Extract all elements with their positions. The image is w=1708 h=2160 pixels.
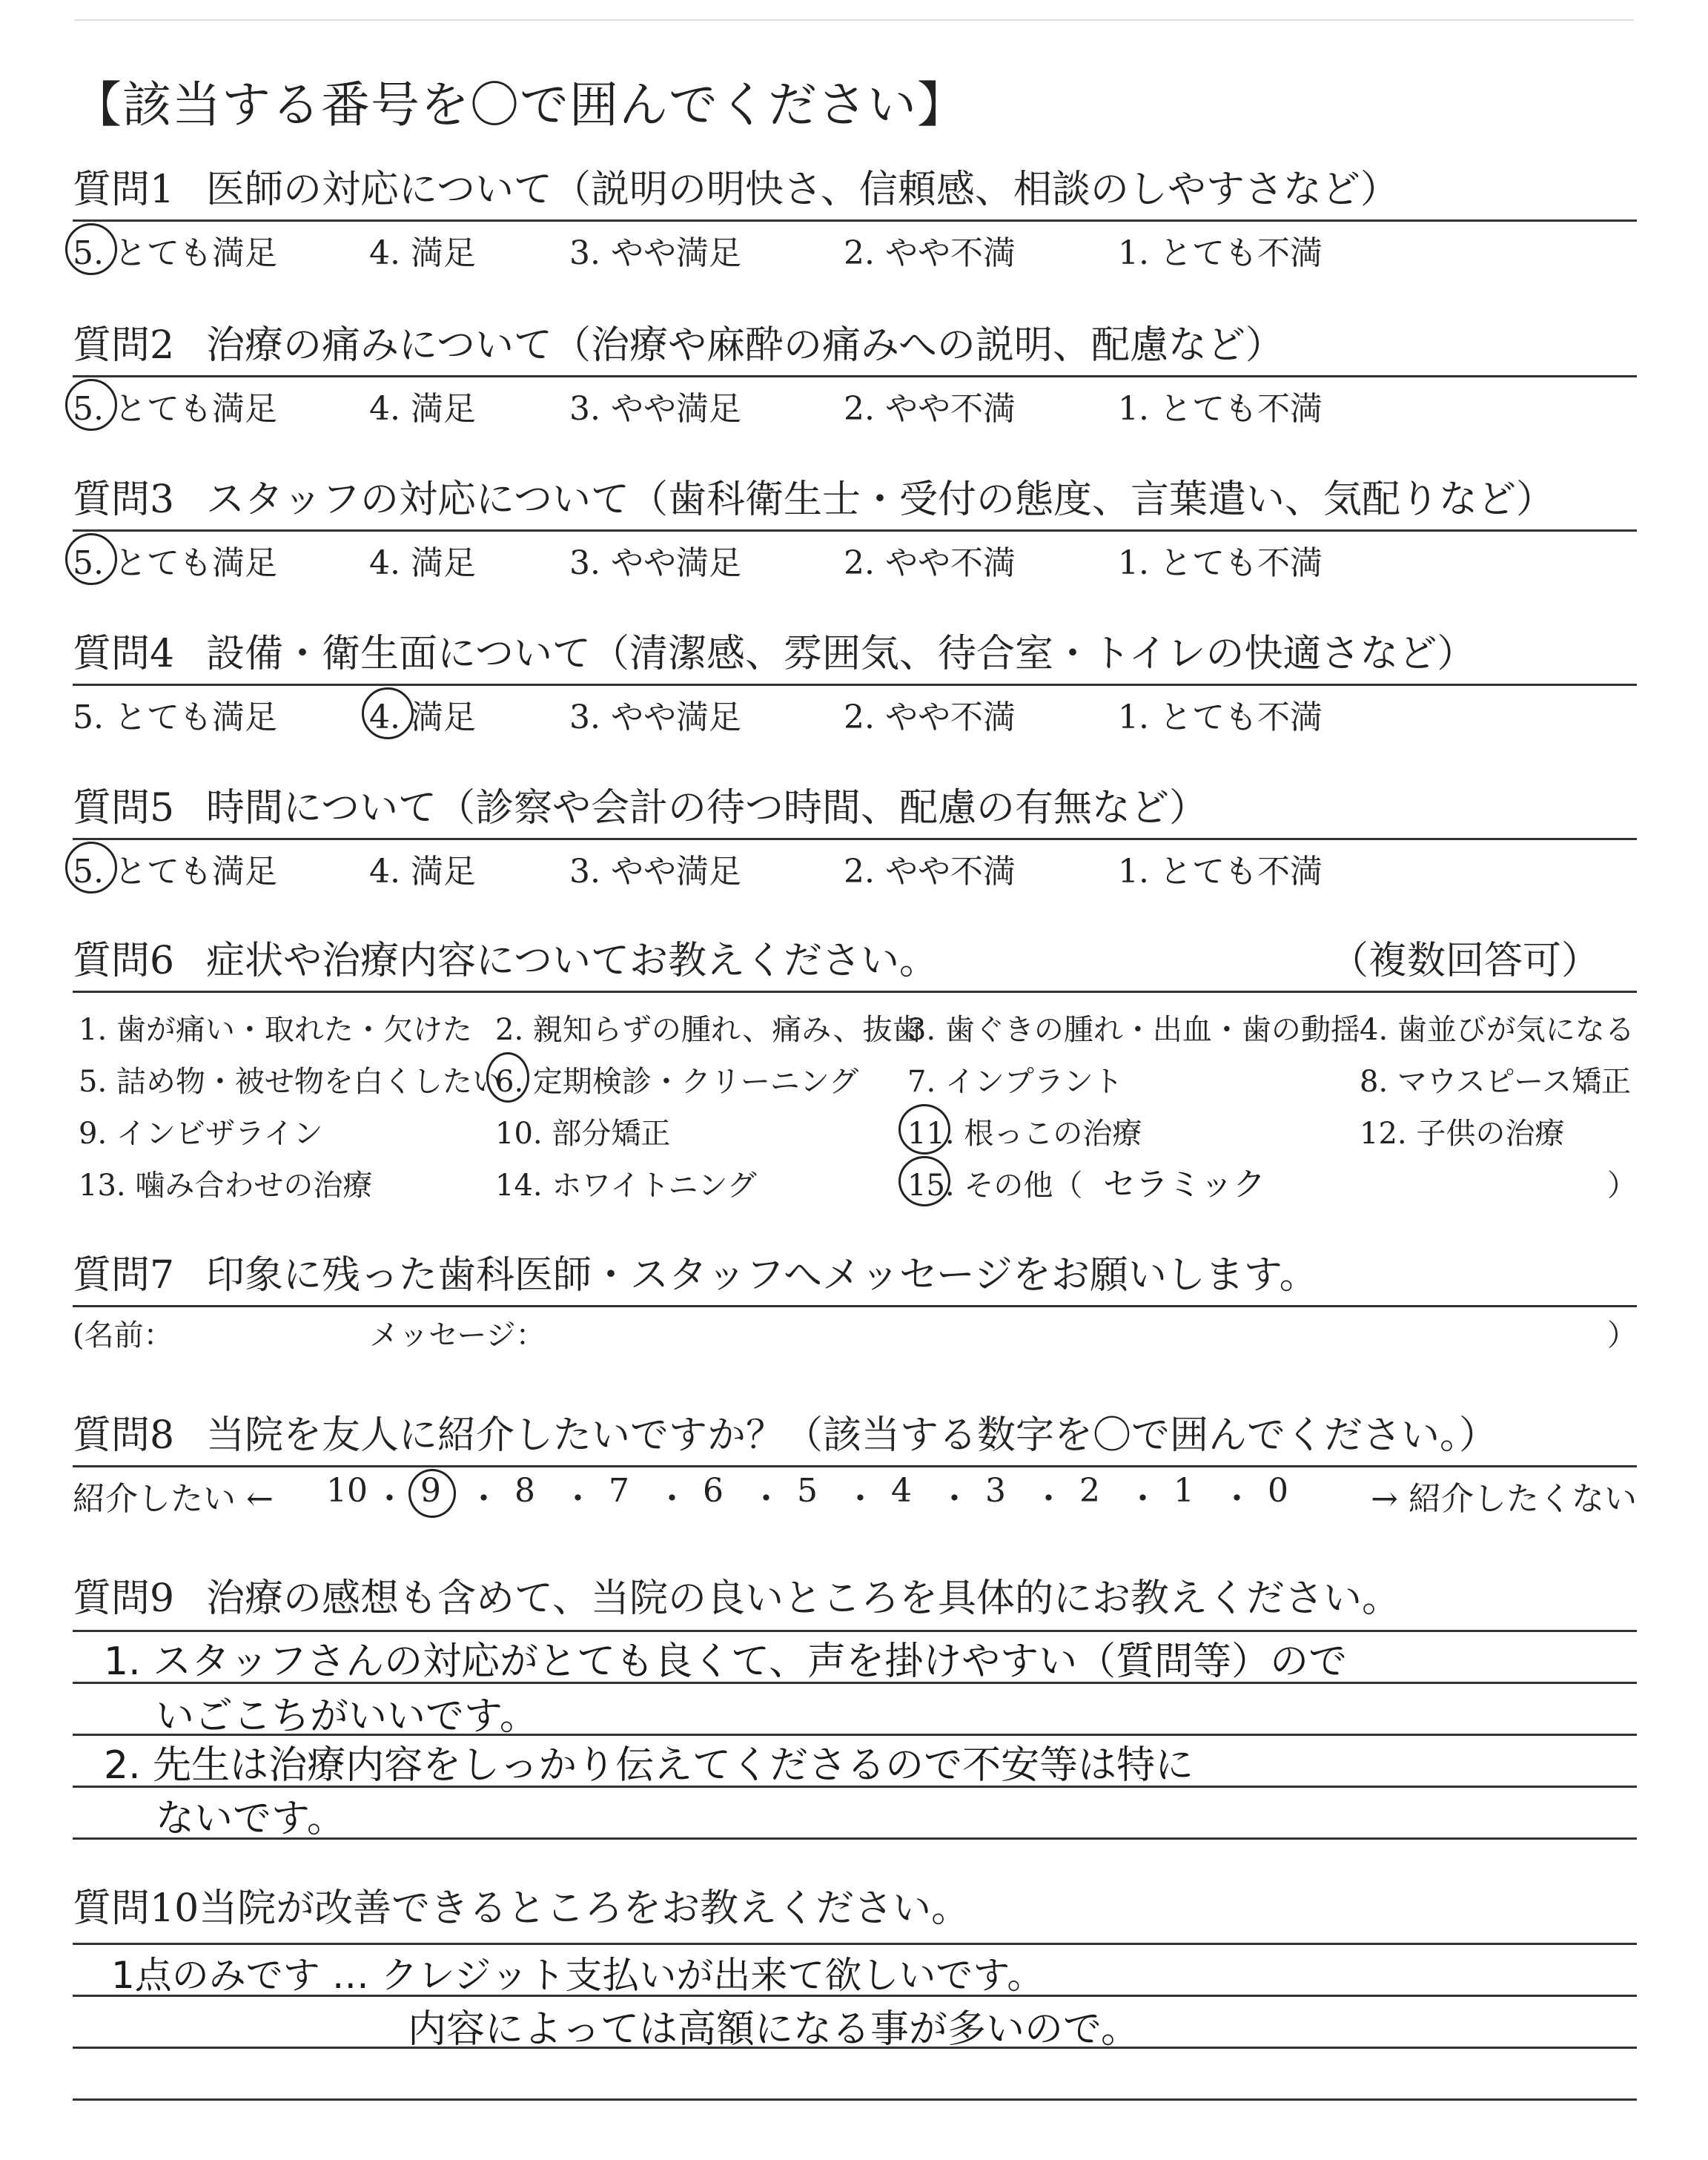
scale-value[interactable]: 8 [514, 1472, 535, 1510]
rating-option[interactable]: 3. やや満足 [569, 390, 741, 428]
scale-separator: ・ [1126, 1480, 1159, 1518]
other-handwritten-text: セラミック [1103, 1166, 1266, 1203]
symptom-option[interactable]: 15. その他（ [907, 1169, 1083, 1203]
question-text: 時間について（診察や会計の待つ時間、配慮の有無など） [206, 786, 1208, 830]
rating-option[interactable]: 2. やや不満 [844, 698, 1016, 736]
symptom-option[interactable]: 9. インビザライン [79, 1117, 323, 1151]
scale-separator: ・ [655, 1480, 689, 1518]
scale-right-label: → 紹介したくない [1371, 1480, 1637, 1518]
scale-value[interactable]: 3 [985, 1472, 1006, 1510]
question-text: 症状や治療内容についてお教えください。 [206, 939, 938, 983]
scale-separator: ・ [844, 1480, 877, 1518]
symptom-option[interactable]: 11. 根っこの治療 [907, 1117, 1142, 1151]
rating-option[interactable]: 5. とても満足 [73, 390, 277, 428]
rating-option[interactable]: 5. とても満足 [73, 853, 277, 891]
scale-value[interactable]: 4 [891, 1472, 912, 1510]
symptom-option[interactable]: 5. 詰め物・被せ物を白くしたい [79, 1065, 502, 1099]
question-text: 治療の痛みについて（治療や麻酔の痛みへの説明、配慮など） [206, 323, 1284, 368]
question-5 [73, 783, 1637, 892]
question-8 [73, 1410, 1637, 1519]
rating-option[interactable]: 5. とても満足 [73, 698, 277, 736]
rating-option[interactable]: 5. とても満足 [73, 544, 277, 582]
scale-separator: ・ [467, 1480, 500, 1518]
question-number: 質問4 [73, 632, 175, 676]
symptom-option[interactable]: 3. 歯ぐきの腫れ・出血・歯の動揺 [907, 1013, 1360, 1047]
question-3 [73, 475, 1637, 584]
symptom-options [73, 993, 1637, 1208]
rating-option[interactable]: 3. やや満足 [569, 234, 741, 272]
question-text: 印象に残った歯科医師・スタッフへメッセージをお願いします。 [206, 1253, 1318, 1298]
selection-circle [898, 1156, 950, 1206]
rating-option[interactable]: 4. 満足 [369, 853, 476, 891]
question-number: 質問1 [73, 168, 175, 212]
scale-value[interactable]: 5 [797, 1472, 818, 1510]
question-text: 当院を友人に紹介したいですか？（該当する数字を〇で囲んでください。） [206, 1413, 1498, 1458]
scale-separator: ・ [1220, 1480, 1254, 1518]
rating-option[interactable]: 2. やや不満 [844, 544, 1016, 582]
question-10 [73, 1883, 1637, 1934]
handwritten-answer: 1. スタッフさんの対応がとても良くて、声を掛けやすい（質問等）ので [104, 1639, 1348, 1684]
answer-rule [73, 1943, 1637, 1945]
rating-option[interactable]: 1. とても不満 [1118, 234, 1323, 272]
question-number: 質問2 [73, 323, 175, 368]
answer-rule [73, 2098, 1637, 2101]
scale-value[interactable]: 10 [326, 1472, 368, 1510]
scale-separator: ・ [938, 1480, 971, 1518]
scale-value[interactable]: 6 [703, 1472, 724, 1510]
scale-separator: ・ [1032, 1480, 1065, 1518]
question-text: 設備・衛生面について（清潔感、雰囲気、待合室・トイレの快適さなど） [206, 632, 1476, 676]
selection-circle [65, 842, 117, 894]
selection-circle [65, 223, 117, 275]
question-text: 治療の感想も含めて、当院の良いところを具体的にお教えください。 [206, 1576, 1400, 1621]
selection-circle [408, 1469, 456, 1518]
symptom-option[interactable]: 13. 噛み合わせの治療 [79, 1169, 373, 1203]
question-number: 質問3 [73, 478, 175, 522]
rating-option[interactable]: 1. とても不満 [1118, 698, 1323, 736]
question-1 [73, 165, 1637, 274]
question-9 [73, 1573, 1637, 1624]
rating-option[interactable]: 2. やや不満 [844, 390, 1016, 428]
symptom-option[interactable]: 12. 子供の治療 [1360, 1117, 1565, 1151]
selection-circle [65, 379, 117, 431]
question-text: 当院が改善できるところをお教えください。 [199, 1886, 970, 1931]
closing-paren: ） [1607, 1318, 1637, 1353]
selection-circle [362, 687, 414, 739]
rating-options [73, 840, 1637, 892]
rating-option[interactable]: 4. 満足 [369, 234, 476, 272]
symptom-option[interactable]: 4. 歯並びが気になる [1360, 1013, 1635, 1047]
question-text: スタッフの対応について（歯科衛生士・受付の態度、言葉遣い、気配りなど） [206, 478, 1555, 522]
symptom-option[interactable]: 14. ホワイトニング [495, 1169, 757, 1203]
scale-left-label: 紹介したい ← [73, 1480, 274, 1518]
scale-value[interactable]: 7 [609, 1472, 629, 1510]
rating-option[interactable]: 4. 満足 [369, 544, 476, 582]
question-7 [73, 1250, 1637, 1359]
handwritten-answer: 1点のみです … クレジット支払いが出来て欲しいです。 [111, 1954, 1045, 1997]
rating-option[interactable]: 4. 満足 [369, 390, 476, 428]
scale-value[interactable]: 0 [1268, 1472, 1288, 1510]
symptom-option[interactable]: 7. インプラント [907, 1065, 1123, 1099]
rating-options [73, 377, 1637, 429]
question-number: 質問6 [73, 939, 175, 983]
symptom-option[interactable]: 6. 定期検診・クリーニング [495, 1065, 859, 1099]
handwritten-answer: 2. 先生は治療内容をしっかり伝えてくださるので不安等は特に [104, 1743, 1194, 1788]
multiple-answer-note: （複数回答可） [1329, 939, 1600, 983]
rating-option[interactable]: 5. とても満足 [73, 234, 277, 272]
name-label: (名前： [73, 1318, 173, 1353]
scale-value[interactable]: 1 [1174, 1472, 1194, 1510]
rating-option[interactable]: 3. やや満足 [569, 853, 741, 891]
rating-option[interactable]: 1. とても不満 [1118, 544, 1323, 582]
scale-separator: ・ [749, 1480, 783, 1518]
recommend-scale [73, 1467, 1637, 1519]
selection-circle [898, 1104, 950, 1155]
question-4 [73, 629, 1637, 738]
question-number: 質問5 [73, 786, 175, 830]
symptom-option[interactable]: 2. 親知らずの腫れ、痛み、抜歯 [495, 1013, 922, 1047]
selection-circle [486, 1052, 529, 1103]
selection-circle [65, 533, 117, 585]
scale-value[interactable]: 2 [1079, 1472, 1100, 1510]
symptom-option[interactable]: 10. 部分矯正 [495, 1117, 671, 1151]
rating-option[interactable]: 1. とても不満 [1118, 853, 1323, 891]
rating-option[interactable]: 2. やや不満 [844, 234, 1016, 272]
handwritten-answer: 内容によっては高額になる事が多いので。 [408, 2007, 1139, 2052]
rating-option[interactable]: 4. 満足 [369, 698, 476, 736]
question-2 [73, 320, 1637, 429]
rating-options [73, 686, 1637, 738]
rating-option[interactable]: 3. やや満足 [569, 698, 741, 736]
handwritten-answer: いごこちがいいです。 [156, 1694, 538, 1739]
rating-option[interactable]: 1. とても不満 [1118, 390, 1323, 428]
question-number: 質問9 [73, 1576, 175, 1621]
other-closing-paren: ） [1607, 1169, 1637, 1203]
question-6 [73, 936, 1637, 1208]
question-text: 医師の対応について（説明の明快さ、信頼感、相談のしやすさなど） [206, 168, 1399, 212]
question-number: 質問8 [73, 1413, 175, 1458]
rating-options [73, 532, 1637, 584]
page-title: 【該当する番号を〇で囲んでください】 [73, 76, 967, 133]
top-edge-line [74, 19, 1634, 21]
rating-option[interactable]: 2. やや不満 [844, 853, 1016, 891]
question-number: 質問7 [73, 1253, 175, 1298]
scale-separator: ・ [373, 1480, 406, 1518]
handwritten-answer: ないです。 [156, 1797, 345, 1841]
message-label: メッセージ： [369, 1318, 546, 1353]
question-number: 質問10 [73, 1886, 199, 1931]
symptom-option[interactable]: 8. マウスピース矯正 [1360, 1065, 1632, 1099]
scale-separator: ・ [561, 1480, 595, 1518]
symptom-option[interactable]: 1. 歯が痛い・取れた・欠けた [79, 1013, 472, 1047]
scale-value[interactable]: 9 [420, 1472, 441, 1510]
rating-options [73, 222, 1637, 274]
rating-option[interactable]: 3. やや満足 [569, 544, 741, 582]
